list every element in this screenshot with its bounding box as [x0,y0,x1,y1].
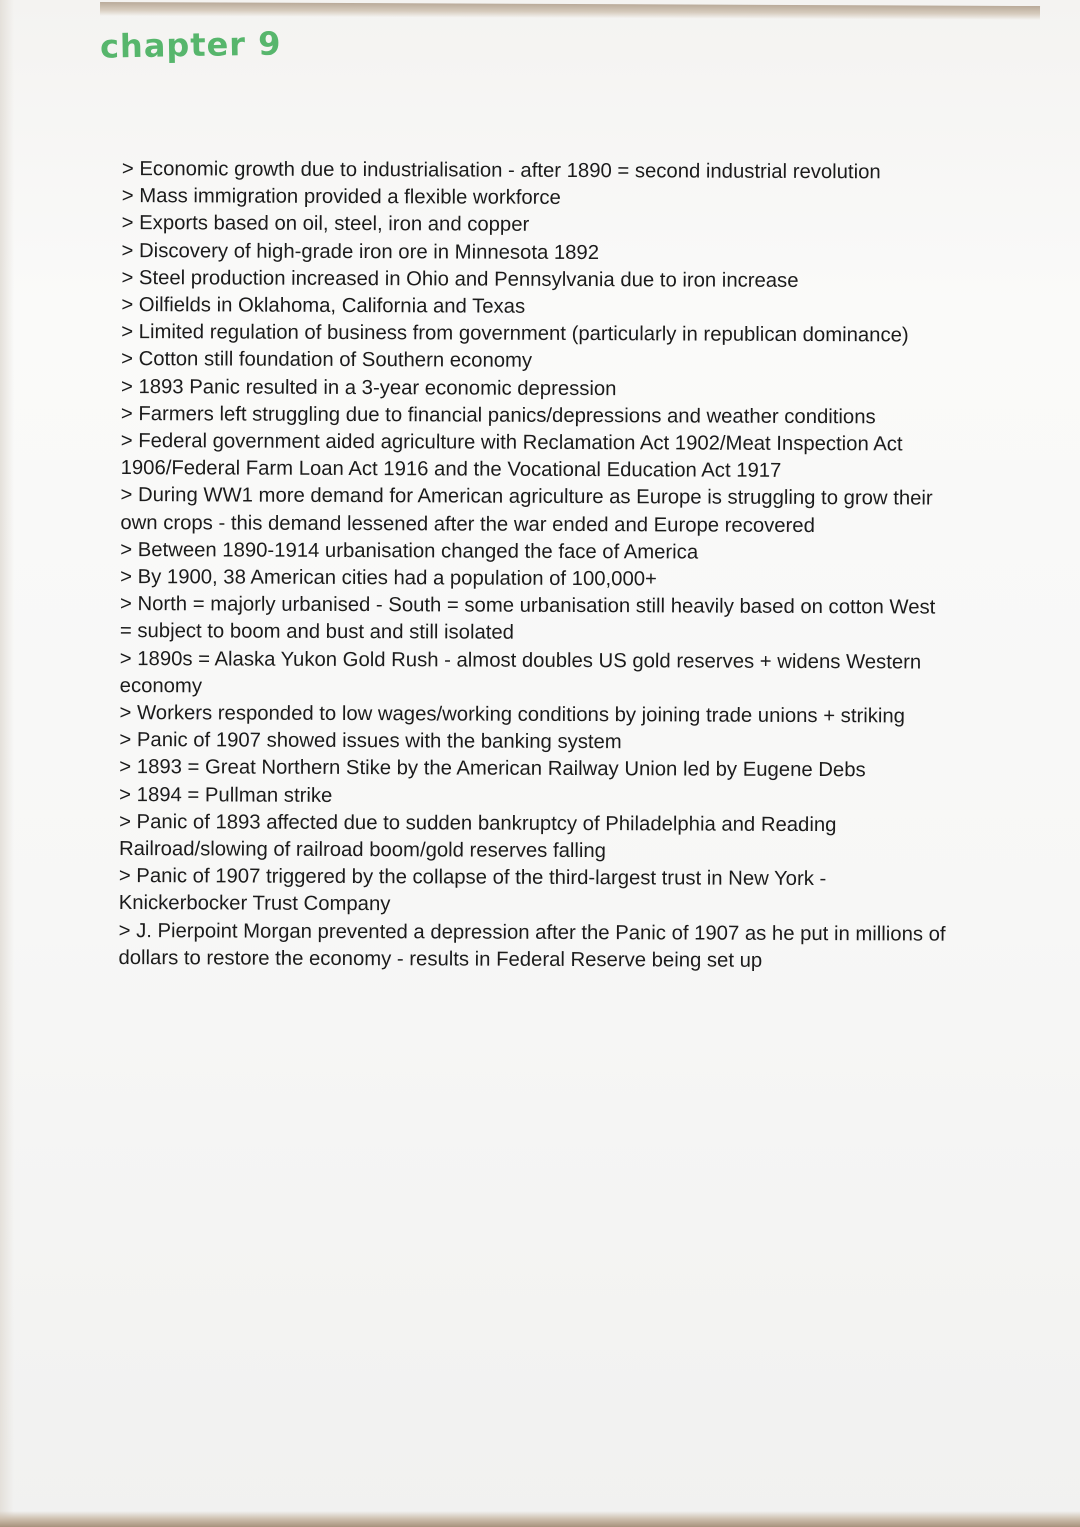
note-item: > North = majorly urbanised - South = some urbanisation still heavily based on cotton West = subject to boom and bust and still isolated [119,593,936,645]
note-item: > Oilfields in Oklahoma, California and Texas [121,294,526,318]
note-item: > Steel production increased in Ohio and Pennsylvania due to iron increase [121,266,799,292]
note-item: > Exports based on oil, steel, iron and copper [121,212,530,237]
note-item: > Workers responded to low wages/working conditions by joining trade unions + striking [119,702,906,728]
page-bottom-edge [0,1511,1080,1527]
note-item: > J. Pierpoint Morgan prevented a depression after the Panic of 1907 as he put in millions of dollars to restore the economy - results in Federal Reserve being set up [118,919,946,972]
note-item: > Discovery of high-grade iron ore in Minnesota 1892 [121,239,600,264]
note-item: > 1893 Panic resulted in a 3-year economic depression [120,375,617,400]
note-item: > Farmers left struggling due to financial panics/depressions and weather conditions [120,402,876,429]
note-item: > Panic of 1893 affected due to sudden bankruptcy of Philadelphia and Reading Railroad/slowing of railroad boom/gold reserves falling [118,810,837,863]
note-item: > Mass immigration provided a flexible workforce [121,185,561,210]
chapter-heading: chapter 9 [99,24,282,66]
note-item: > Cotton still foundation of Southern economy [121,348,533,373]
note-item: > 1894 = Pullman strike [119,783,333,807]
note-item: > 1890s = Alaska Yukon Gold Rush - almost doubles US gold reserves + widens Western economy [119,647,922,698]
page-top-edge [100,2,1040,20]
note-item: > 1893 = Great Northern Stike by the American Railway Union led by Eugene Debs [119,756,866,782]
notes-list [118,156,952,976]
note-item: > Panic of 1907 showed issues with the banking system [119,729,622,754]
note-item: > Federal government aided agriculture with Reclamation Act 1902/Meat Inspection Act 1906/Federal Farm Loan Act 1916 and the Vocational Education Act 1917 [120,430,903,483]
note-item: > Limited regulation of business from government (particularly in republican dominance) [121,321,909,347]
note-item: > During WW1 more demand for American agriculture as Europe is struggling to grow their own crops - this demand lessened after the war ended and Europe recovered [120,484,933,537]
note-item: > Between 1890-1914 urbanisation changed the face of America [120,538,699,564]
page-left-edge [0,0,14,1527]
note-item: > Economic growth due to industrialisation - after 1890 = second industrial revolution [121,157,881,184]
note-item: > Panic of 1907 triggered by the collapse of the third-largest trust in New York - Knickerbocker Trust Company [118,865,827,916]
note-item: > By 1900, 38 American cities had a population of 100,000+ [120,566,657,591]
